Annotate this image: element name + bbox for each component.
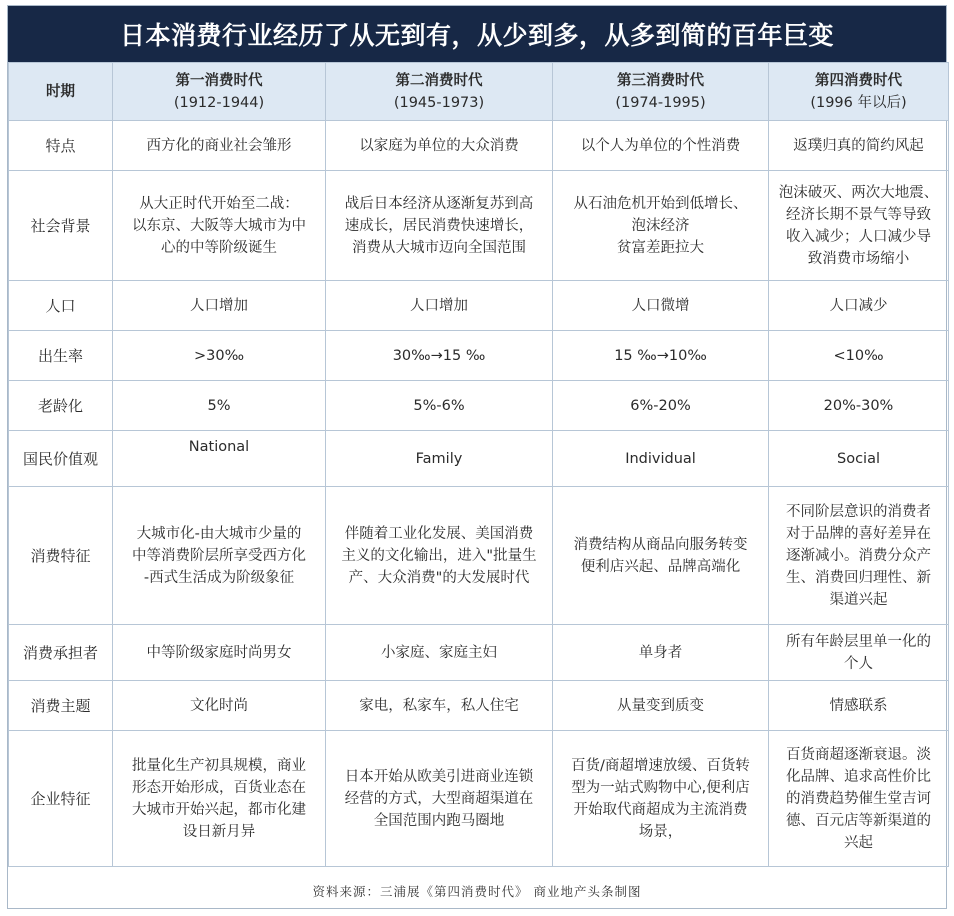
era-name: 第一消费时代 bbox=[175, 72, 263, 89]
table-row bbox=[9, 681, 949, 731]
table-cell: 人口增加 bbox=[326, 281, 553, 331]
page-title: 日本消费行业经历了从无到有，从少到多，从多到简的百年巨变 bbox=[8, 6, 946, 62]
table-row bbox=[9, 331, 949, 381]
table-row bbox=[9, 121, 949, 171]
table-row bbox=[9, 171, 949, 281]
row-label-national-values: 国民价值观 bbox=[9, 431, 113, 487]
table-cell: 泡沫破灭、两次大地震、 经济长期不景气等导致 收入减少；人口减少导 致消费市场缩小 bbox=[769, 171, 949, 281]
table-cell: 战后日本经济从逐渐复苏到高 速成长，居民消费快速增长， 消费从大城市迈向全国范围 bbox=[326, 171, 553, 281]
table-cell: 15 ‰→10‰ bbox=[553, 331, 769, 381]
table-row bbox=[9, 381, 949, 431]
table-cell: 以家庭为单位的大众消费 bbox=[326, 121, 553, 171]
row-label-consumers: 消费承担者 bbox=[9, 625, 113, 681]
table-cell: 6%-20% bbox=[553, 381, 769, 431]
row-label-birth-rate: 出生率 bbox=[9, 331, 113, 381]
table-cell: 人口增加 bbox=[113, 281, 326, 331]
table-row bbox=[9, 731, 949, 867]
table-cell: 人口减少 bbox=[769, 281, 949, 331]
row-label-social-background: 社会背景 bbox=[9, 171, 113, 281]
table-row bbox=[9, 431, 949, 487]
era-header-3 bbox=[553, 63, 769, 121]
table-cell: 大城市化-由大城市少量的 中等消费阶层所享受西方化 -西式生活成为阶级象征 bbox=[113, 487, 326, 625]
row-label-population: 人口 bbox=[9, 281, 113, 331]
table-row bbox=[9, 487, 949, 625]
row-label-feature: 特点 bbox=[9, 121, 113, 171]
table-cell: National bbox=[113, 431, 326, 487]
table-cell: 伴随着工业化发展、美国消费 主义的文化输出，进入"批量生 产、大众消费"的大发展时代 bbox=[326, 487, 553, 625]
era-header-2 bbox=[326, 63, 553, 121]
table-cell: Family bbox=[326, 431, 553, 487]
table-cell: 百货商超逐渐衰退。淡 化品牌、追求高性价比 的消费趋势催生堂吉诃 德、百元店等新渠道的 兴起 bbox=[769, 731, 949, 867]
row-label-consumption-theme: 消费主题 bbox=[9, 681, 113, 731]
era-name: 第二消费时代 bbox=[395, 72, 483, 89]
table-cell: 5%-6% bbox=[326, 381, 553, 431]
header-row bbox=[9, 63, 949, 121]
row-label-aging: 老龄化 bbox=[9, 381, 113, 431]
era-years: (1912-1944) bbox=[173, 94, 265, 111]
table-cell: 消费结构从商品向服务转变 便利店兴起、品牌高端化 bbox=[553, 487, 769, 625]
era-name: 第四消费时代 bbox=[815, 72, 902, 89]
era-years: (1996 年以后) bbox=[810, 94, 907, 111]
table-cell: 5% bbox=[113, 381, 326, 431]
table-cell: 西方化的商业社会雏形 bbox=[113, 121, 326, 171]
source-note: 资料来源：三浦展《第四消费时代》 商业地产头条制图 bbox=[312, 884, 642, 899]
table-cell: Social bbox=[769, 431, 949, 487]
era-years: (1945-1973) bbox=[393, 94, 485, 111]
table-cell: 情感联系 bbox=[769, 681, 949, 731]
table-cell: 从石油危机开始到低增长、 泡沫经济 贫富差距拉大 bbox=[553, 171, 769, 281]
table-cell: 不同阶层意识的消费者 对于品牌的喜好差异在 逐渐减小。消费分众产 生、消费回归理性、新 渠道兴起 bbox=[769, 487, 949, 625]
table-cell: 返璞归真的简约风起 bbox=[769, 121, 949, 171]
table-cell: 文化时尚 bbox=[113, 681, 326, 731]
era-header-4 bbox=[769, 63, 949, 121]
table-cell: <10‰ bbox=[769, 331, 949, 381]
table-cell: 单身者 bbox=[553, 625, 769, 681]
table-cell: >30‰ bbox=[113, 331, 326, 381]
table-cell: 30‰→15 ‰ bbox=[326, 331, 553, 381]
table-cell: 20%-30% bbox=[769, 381, 949, 431]
row-label-enterprise-features: 企业特征 bbox=[9, 731, 113, 867]
table-cell: 以个人为单位的个性消费 bbox=[553, 121, 769, 171]
era-name: 第三消费时代 bbox=[617, 72, 704, 89]
table-cell: 百货/商超增速放缓、百货转 型为一站式购物中心,便利店 开始取代商超成为主流消费 场景， bbox=[553, 731, 769, 867]
table-cell: 从大正时代开始至二战： 以东京、大阪等大城市为中 心的中等阶级诞生 bbox=[113, 171, 326, 281]
row-label-consumption-features: 消费特征 bbox=[9, 487, 113, 625]
table-cell: 小家庭、家庭主妇 bbox=[326, 625, 553, 681]
table-cell: 人口微增 bbox=[553, 281, 769, 331]
table-row bbox=[9, 281, 949, 331]
table-cell: 批量化生产初具规模，商业 形态开始形成，百货业态在 大城市开始兴起，都市化建 设日新月异 bbox=[113, 731, 326, 867]
table-row bbox=[9, 625, 949, 681]
period-header: 时期 bbox=[9, 63, 113, 121]
table-cell: 日本开始从欧美引进商业连锁 经营的方式，大型商超渠道在 全国范围内跑马圈地 bbox=[326, 731, 553, 867]
era-comparison-table bbox=[8, 62, 949, 867]
table-cell: 家电，私家车，私人住宅 bbox=[326, 681, 553, 731]
infographic-table bbox=[7, 5, 947, 909]
table-cell: Individual bbox=[553, 431, 769, 487]
era-years: (1974-1995) bbox=[615, 94, 706, 111]
table-cell: 所有年龄层里单一化的 个人 bbox=[769, 625, 949, 681]
table-cell: 中等阶级家庭时尚男女 bbox=[113, 625, 326, 681]
era-header-1 bbox=[113, 63, 326, 121]
table-cell: 从量变到质变 bbox=[553, 681, 769, 731]
